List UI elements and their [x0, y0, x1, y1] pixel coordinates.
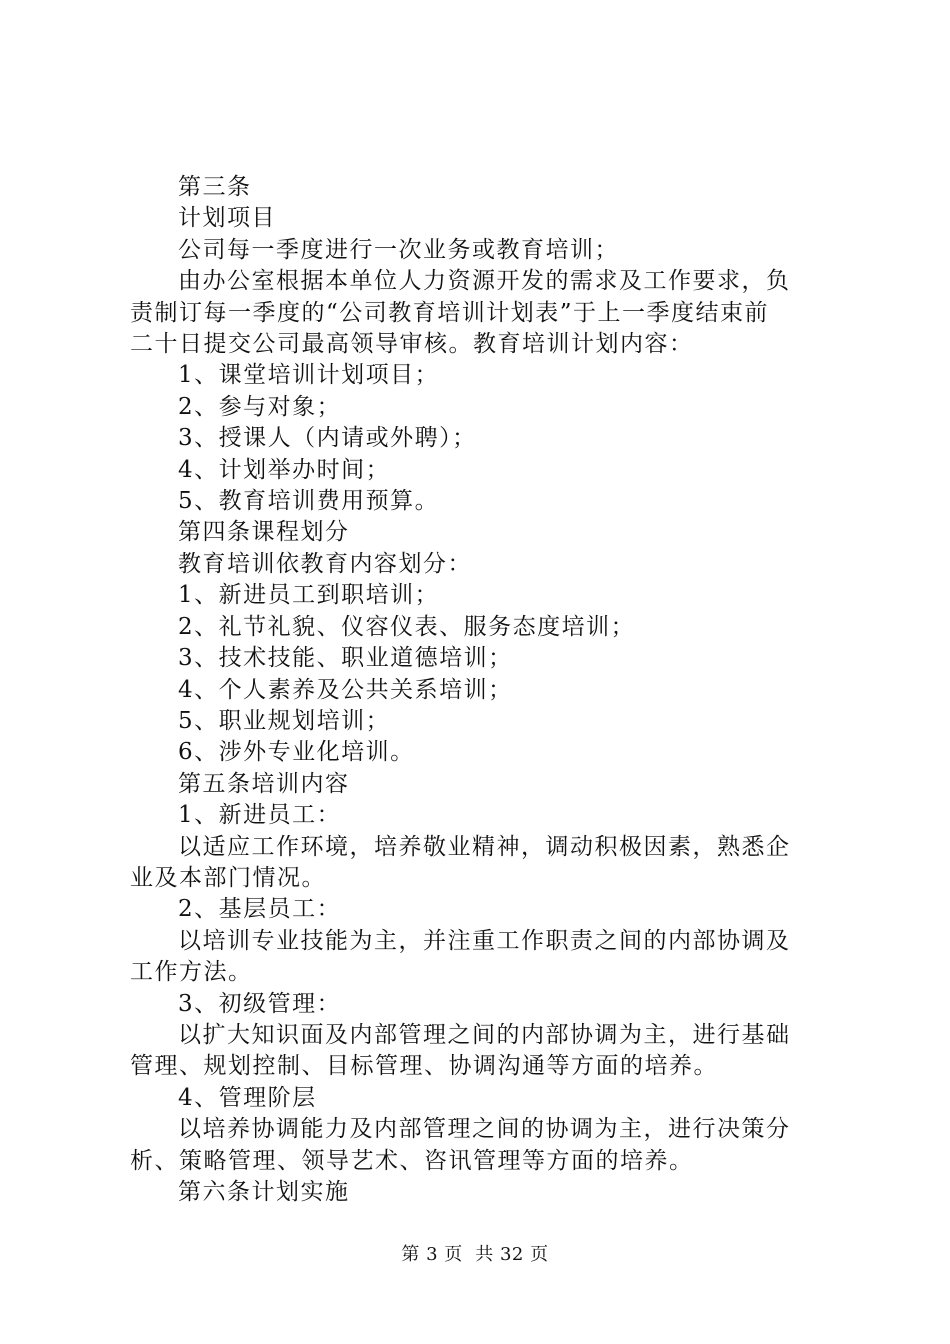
text-line: 第四条课程划分: [178, 519, 350, 546]
text-line: 教育培训依教育内容划分：: [178, 550, 472, 577]
text-line: 责制订每一季度的“公司教育培训计划表”于上一季度结束前: [130, 299, 770, 326]
text-line: 析、策略管理、领导艺术、咨讯管理等方面的培养。: [130, 1147, 694, 1174]
text-line: 管理、规划控制、目标管理、协调沟通等方面的培养。: [130, 1053, 718, 1080]
text-line: 4、计划举办时间；: [178, 456, 391, 483]
text-line: 2、礼节礼貌、仪容仪表、服务态度培训；: [178, 613, 636, 640]
text-line: 以适应工作环境，培养敬业精神，调动积极因素，熟悉企: [178, 833, 791, 860]
text-line: 4、管理阶层: [178, 1084, 317, 1111]
text-line: 3、初级管理：: [178, 990, 342, 1017]
text-line: 5、教育培训费用预算。: [178, 488, 440, 515]
text-line: 工作方法。: [130, 959, 253, 986]
page-number-label: 第 3 页 共 32 页: [401, 1244, 549, 1265]
document-body: [130, 172, 830, 1208]
text-line: 以培训专业技能为主，并注重工作职责之间的内部协调及: [178, 927, 791, 954]
text-line: 2、基层员工：: [178, 896, 342, 923]
text-line: 3、技术技能、职业道德培训；: [178, 645, 513, 672]
text-line: 第三条: [178, 174, 252, 200]
text-line: 4、个人素养及公共关系培训；: [178, 676, 513, 703]
text-line: 公司每一季度进行一次业务或教育培训；: [178, 236, 619, 263]
text-line: 2、参与对象；: [178, 393, 342, 420]
text-line: 以扩大知识面及内部管理之间的内部协调为主，进行基础: [178, 1021, 791, 1048]
page-footer: [0, 1240, 950, 1266]
text-line: 第五条培训内容: [178, 770, 350, 797]
text-line: 1、新进员工到职培训；: [178, 582, 440, 609]
text-line: 6、涉外专业化培训。: [178, 739, 415, 766]
text-line: 由办公室根据本单位人力资源开发的需求及工作要求，负: [178, 268, 791, 295]
text-line: 1、新进员工：: [178, 802, 342, 829]
text-line: 业及本部门情况。: [130, 864, 326, 891]
text-line: 以培养协调能力及内部管理之间的协调为主，进行决策分: [178, 1116, 791, 1143]
text-line: 第六条计划实施: [178, 1179, 350, 1205]
text-line: 计划项目: [178, 205, 276, 232]
text-line: 二十日提交公司最高领导审核。教育培训计划内容：: [130, 331, 694, 358]
text-line: 1、课堂培训计划项目；: [178, 362, 440, 389]
text-line: 3、授课人（内请或外聘）；: [178, 425, 477, 452]
text-line: 5、职业规划培训；: [178, 707, 391, 734]
